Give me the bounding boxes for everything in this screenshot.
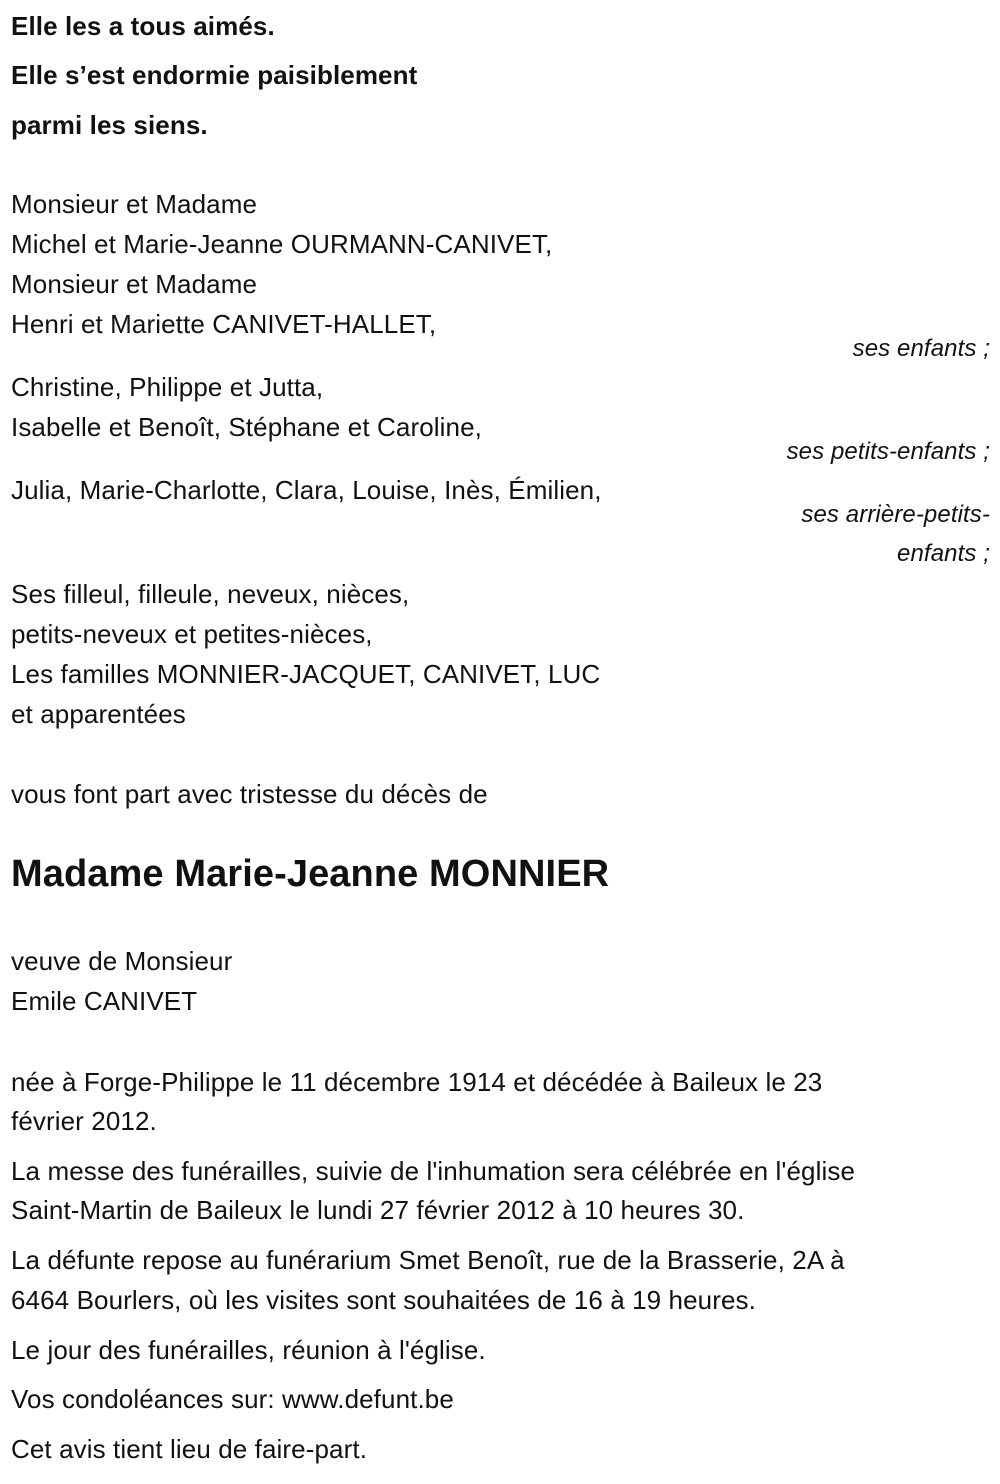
extended-family-line-3: Les familles MONNIER-JACQUET, CANIVET, LUC — [11, 659, 601, 689]
intro-line-3: parmi les siens. — [11, 110, 208, 140]
condolences-line — [11, 1383, 454, 1415]
intro-line-2: Elle s’est endormie paisiblement — [11, 60, 418, 90]
widow-line-2: Emile CANIVET — [11, 986, 198, 1016]
rest-line-2: 6464 Bourlers, où les visites sont souhaitées de 16 à 19 heures. — [11, 1285, 756, 1315]
condolences-link[interactable]: www.defunt.be — [282, 1384, 454, 1414]
children-line-3: Monsieur et Madame — [11, 269, 258, 299]
widow-line-1: veuve de Monsieur — [11, 946, 233, 976]
grandchildren-label: ses petits-enfants ; — [786, 438, 990, 465]
children-line-4: Henri et Mariette CANIVET-HALLET, — [11, 309, 437, 339]
birth-death-line-2: février 2012. — [11, 1106, 157, 1136]
great-grandchildren-line-1: Julia, Marie-Charlotte, Clara, Louise, Inès, Émilien, — [11, 475, 602, 505]
extended-family-line-1: Ses filleul, filleule, neveux, nièces, — [11, 579, 410, 609]
rest-line-1: La défunte repose au funérarium Smet Benoît, rue de la Brasserie, 2A à — [11, 1245, 845, 1275]
mass-line-1: La messe des funérailles, suivie de l'inhumation sera célébrée en l'église — [11, 1156, 856, 1186]
grandchildren-line-2: Isabelle et Benoît, Stéphane et Caroline, — [11, 412, 482, 442]
condolences-prefix: Vos condoléances sur: — [11, 1384, 283, 1414]
birth-death-line-1: née à Forge-Philippe le 11 décembre 1914 et décédée à Baileux le 23 — [11, 1067, 823, 1097]
grandchildren-line-1: Christine, Philippe et Jutta, — [11, 372, 324, 402]
intro-line-1: Elle les a tous aimés. — [11, 11, 275, 41]
children-line-1: Monsieur et Madame — [11, 189, 258, 219]
announcement-text: vous font part avec tristesse du décès de — [11, 779, 488, 809]
children-label: ses enfants ; — [852, 335, 990, 362]
meeting-text: Le jour des funérailles, réunion à l'église. — [11, 1335, 486, 1365]
mass-line-2: Saint-Martin de Baileux le lundi 27 février 2012 à 10 heures 30. — [11, 1195, 745, 1225]
deceased-name: Madame Marie-Jeanne MONNIER — [11, 853, 610, 895]
great-grandchildren-label-2: enfants ; — [897, 540, 990, 567]
extended-family-line-2: petits-neveux et petites-nièces, — [11, 619, 373, 649]
extended-family-line-4: et apparentées — [11, 699, 186, 729]
closing-text: Cet avis tient lieu de faire-part. — [11, 1434, 368, 1464]
great-grandchildren-label-1: ses arrière-petits- — [801, 501, 990, 528]
children-line-2: Michel et Marie-Jeanne OURMANN-CANIVET, — [11, 229, 553, 259]
